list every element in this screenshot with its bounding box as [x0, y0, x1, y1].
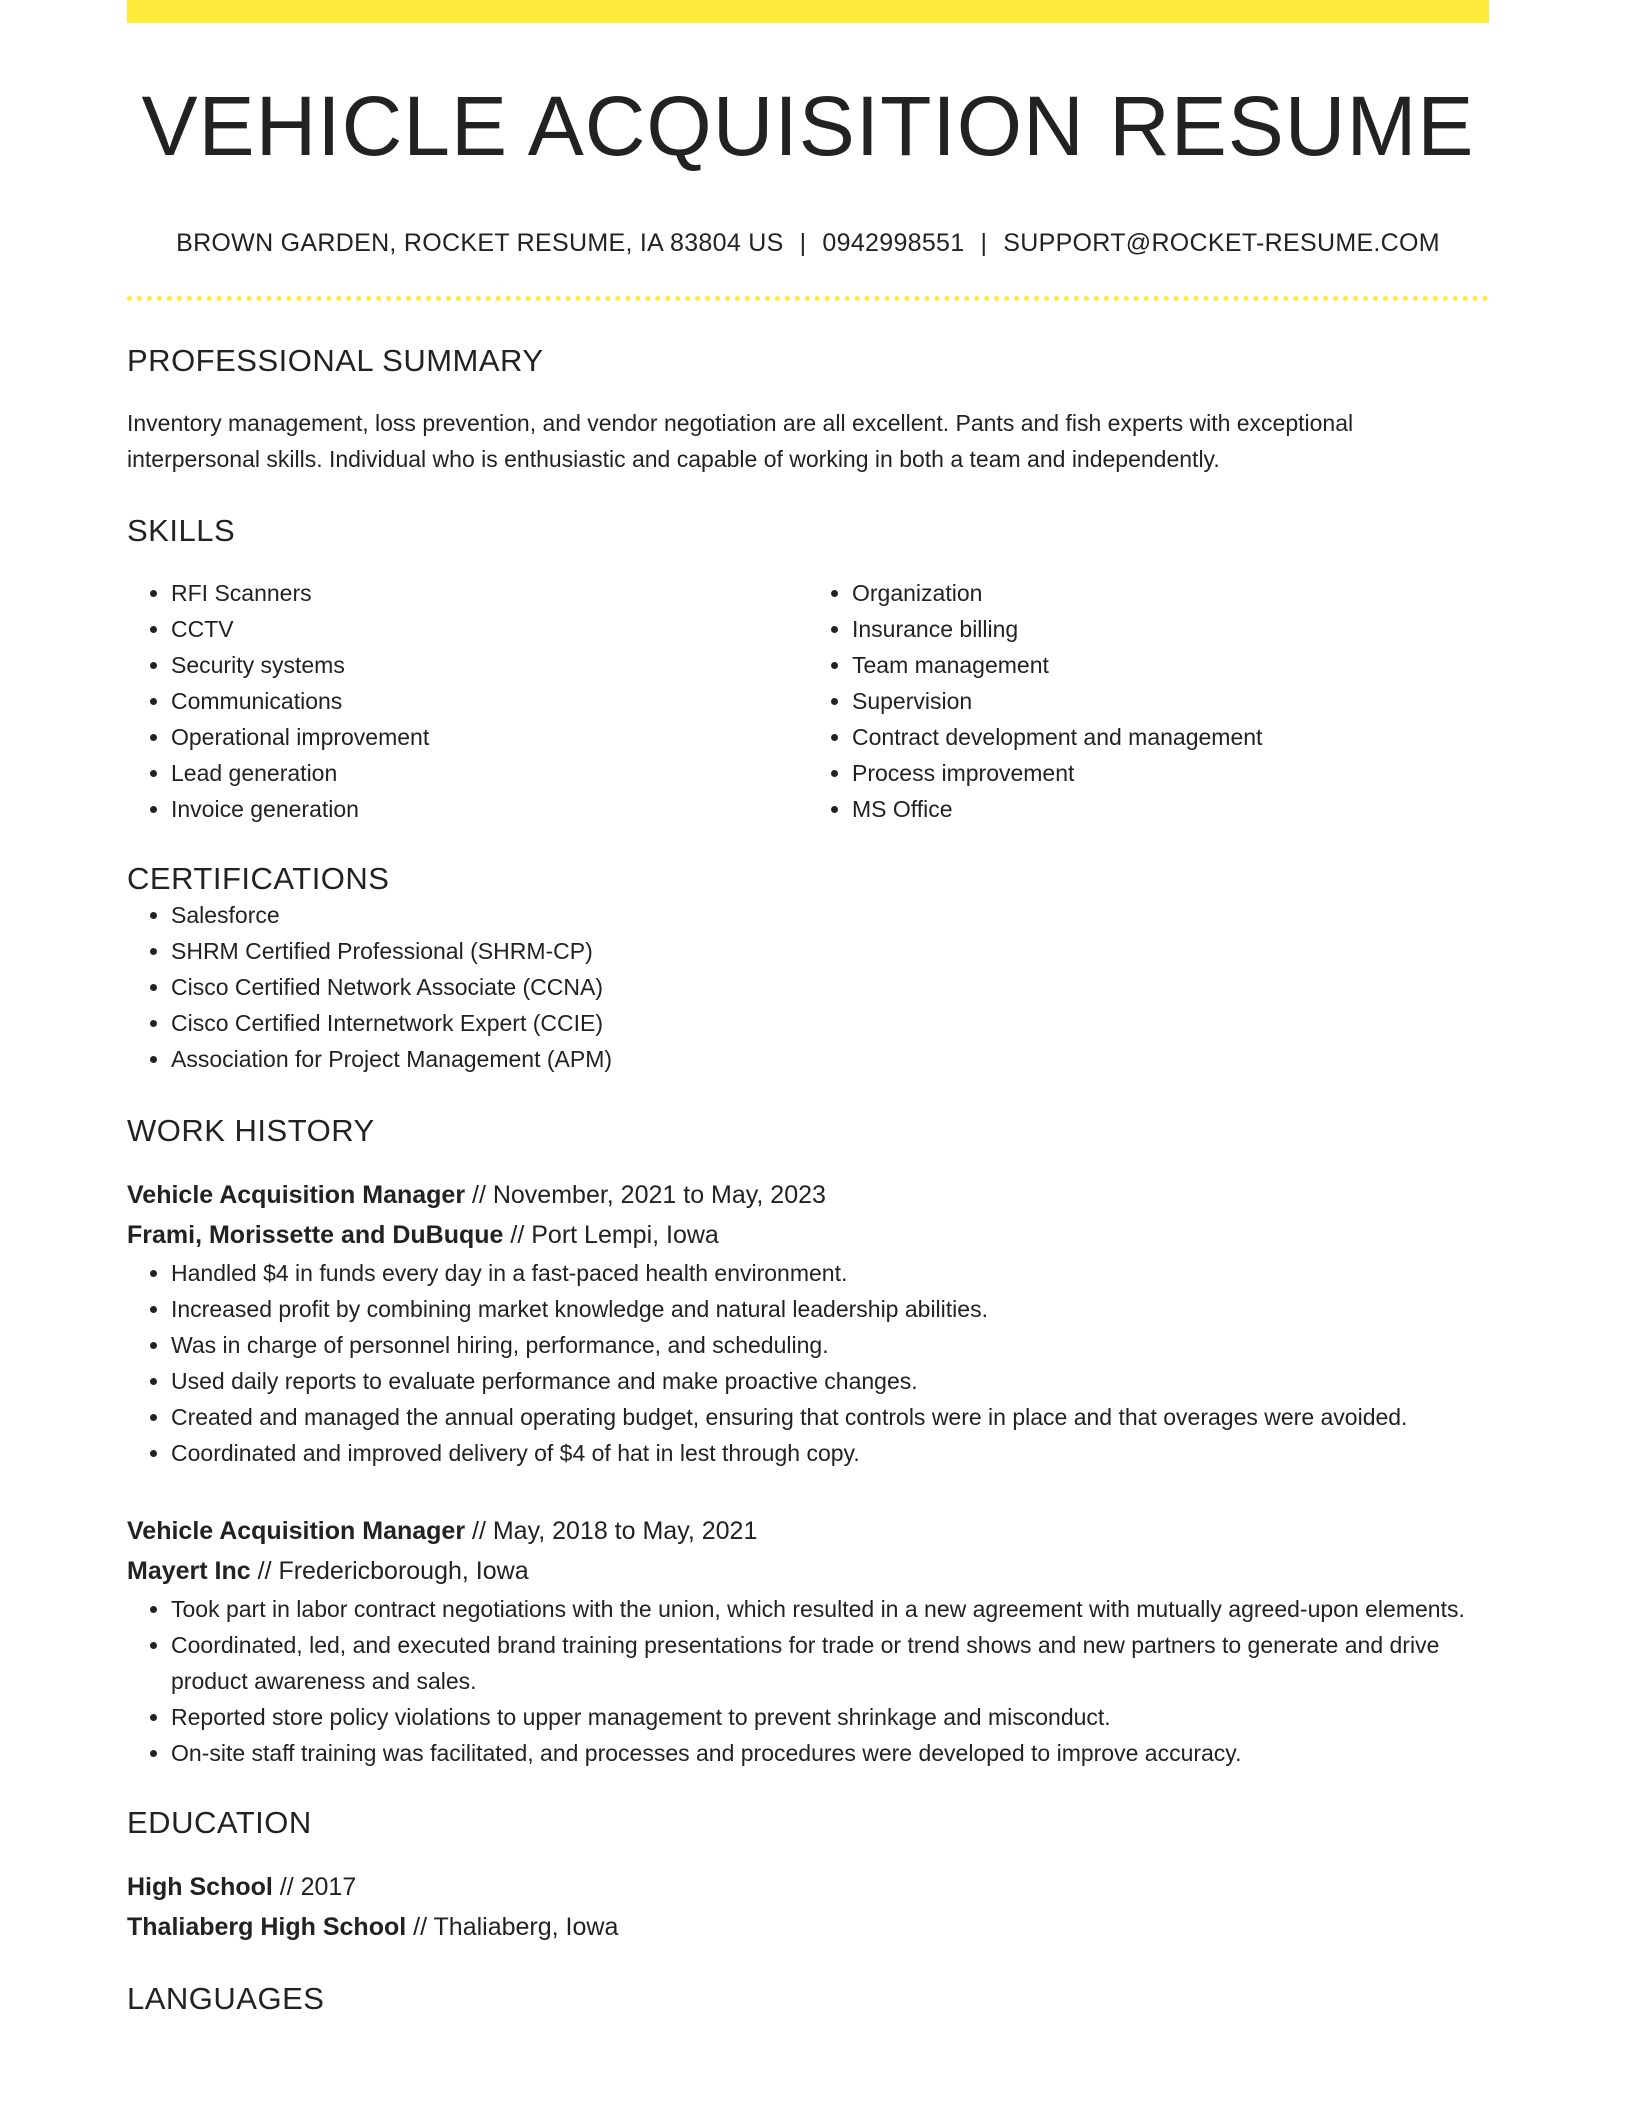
education-school-line — [127, 1907, 1489, 1947]
job-bullet-list — [127, 1255, 1489, 1471]
skill-item: • Contract development and management — [852, 719, 1489, 755]
job-role: Vehicle Acquisition Manager — [127, 1181, 466, 1210]
skills-heading: SKILLS — [127, 513, 236, 549]
job-bullet: • Coordinated and improved delivery of $4 of hat in lest through copy. — [171, 1435, 1489, 1471]
education-entry — [127, 1867, 1489, 1947]
job-bullet: • Handled $4 in funds every day in a fast-paced health environment. — [171, 1255, 1489, 1291]
skill-item: • Process improvement — [852, 755, 1489, 791]
job-bullet: • Increased profit by combining market knowledge and natural leadership abilities. — [171, 1291, 1489, 1327]
education-heading: EDUCATION — [127, 1805, 312, 1841]
languages-heading: LANGUAGES — [127, 1981, 325, 2017]
job-bullet: • Used daily reports to evaluate performance and make proactive changes. — [171, 1363, 1489, 1399]
skill-item: • Insurance billing — [852, 611, 1489, 647]
contact-line — [127, 229, 1489, 258]
education-year: // 2017 — [279, 1873, 357, 1902]
certifications-heading: CERTIFICATIONS — [127, 861, 390, 897]
job-role-line — [127, 1175, 1489, 1215]
resume-page — [127, 0, 1489, 2017]
skill-item: • CCTV — [171, 611, 808, 647]
work-history-heading: WORK HISTORY — [127, 1113, 375, 1149]
skill-item: • MS Office — [852, 791, 1489, 827]
job-company-line — [127, 1551, 1489, 1591]
job-entry — [127, 1511, 1489, 1771]
skill-item: • Organization — [852, 575, 1489, 611]
skill-item: • Security systems — [171, 647, 808, 683]
resume-title: VEHICLE ACQUISITION RESUME — [141, 79, 1475, 173]
job-dates: // November, 2021 to May, 2023 — [472, 1181, 826, 1210]
certification-item: • Cisco Certified Internetwork Expert (CCIE) — [171, 1005, 1489, 1041]
job-bullet: • On-site staff training was facilitated, and processes and procedures were developed to improve accuracy. — [171, 1735, 1489, 1771]
certification-item: • Cisco Certified Network Associate (CCNA) — [171, 969, 1489, 1005]
skills-list-right — [808, 575, 1489, 827]
education-degree: High School — [127, 1873, 273, 1902]
skill-item: • Operational improvement — [171, 719, 808, 755]
contact-separator: | — [980, 229, 988, 258]
job-location: // Port Lempi, Iowa — [510, 1221, 719, 1250]
skills-column-right — [808, 575, 1489, 827]
contact-address: BROWN GARDEN, ROCKET RESUME, IA 83804 US — [176, 229, 784, 258]
education-location: // Thaliaberg, Iowa — [413, 1913, 619, 1942]
skills-grid — [127, 575, 1489, 827]
education-school: Thaliaberg High School — [127, 1913, 407, 1942]
job-location: // Fredericborough, Iowa — [257, 1557, 529, 1586]
job-bullet: • Was in charge of personnel hiring, performance, and scheduling. — [171, 1327, 1489, 1363]
job-company: Mayert Inc — [127, 1557, 251, 1586]
contact-email: SUPPORT@ROCKET-RESUME.COM — [1003, 229, 1440, 258]
skills-column-left — [127, 575, 808, 827]
skill-item: • Communications — [171, 683, 808, 719]
summary-heading: PROFESSIONAL SUMMARY — [127, 343, 544, 379]
education-degree-line — [127, 1867, 1489, 1907]
job-bullet: • Took part in labor contract negotiations with the union, which resulted in a new agreement with mutually agreed-upon elements. — [171, 1591, 1489, 1627]
dotted-divider — [127, 296, 1489, 301]
certification-item: • SHRM Certified Professional (SHRM-CP) — [171, 933, 1489, 969]
contact-separator: | — [799, 229, 807, 258]
skill-item: • RFI Scanners — [171, 575, 808, 611]
job-bullet-list — [127, 1591, 1489, 1771]
job-entry — [127, 1175, 1489, 1471]
skill-item: • Lead generation — [171, 755, 808, 791]
job-bullet: • Reported store policy violations to upper management to prevent shrinkage and misconduct. — [171, 1699, 1489, 1735]
job-role-line — [127, 1511, 1489, 1551]
certifications-list — [127, 897, 1489, 1077]
contact-phone: 0942998551 — [822, 229, 965, 258]
job-company-line — [127, 1215, 1489, 1255]
accent-top-bar — [127, 0, 1489, 23]
job-role: Vehicle Acquisition Manager — [127, 1517, 466, 1546]
skills-list-left — [127, 575, 808, 827]
skill-item: • Team management — [852, 647, 1489, 683]
summary-text: Inventory management, loss prevention, and vendor negotiation are all excellent. Pants and fish experts with exceptional interpersonal skills. Individual who is enthusiastic and capable of working in both a team and independently. — [127, 410, 1354, 473]
job-dates: // May, 2018 to May, 2021 — [472, 1517, 758, 1546]
skill-item: • Supervision — [852, 683, 1489, 719]
job-bullet: • Coordinated, led, and executed brand training presentations for trade or trend shows and new partners to generate and drive product awareness and sales. — [171, 1627, 1489, 1699]
job-company: Frami, Morissette and DuBuque — [127, 1221, 504, 1250]
job-bullet: • Created and managed the annual operating budget, ensuring that controls were in place and that overages were avoided. — [171, 1399, 1489, 1435]
certification-item: • Salesforce — [171, 897, 1489, 933]
certification-item: • Association for Project Management (APM) — [171, 1041, 1489, 1077]
skill-item: • Invoice generation — [171, 791, 808, 827]
